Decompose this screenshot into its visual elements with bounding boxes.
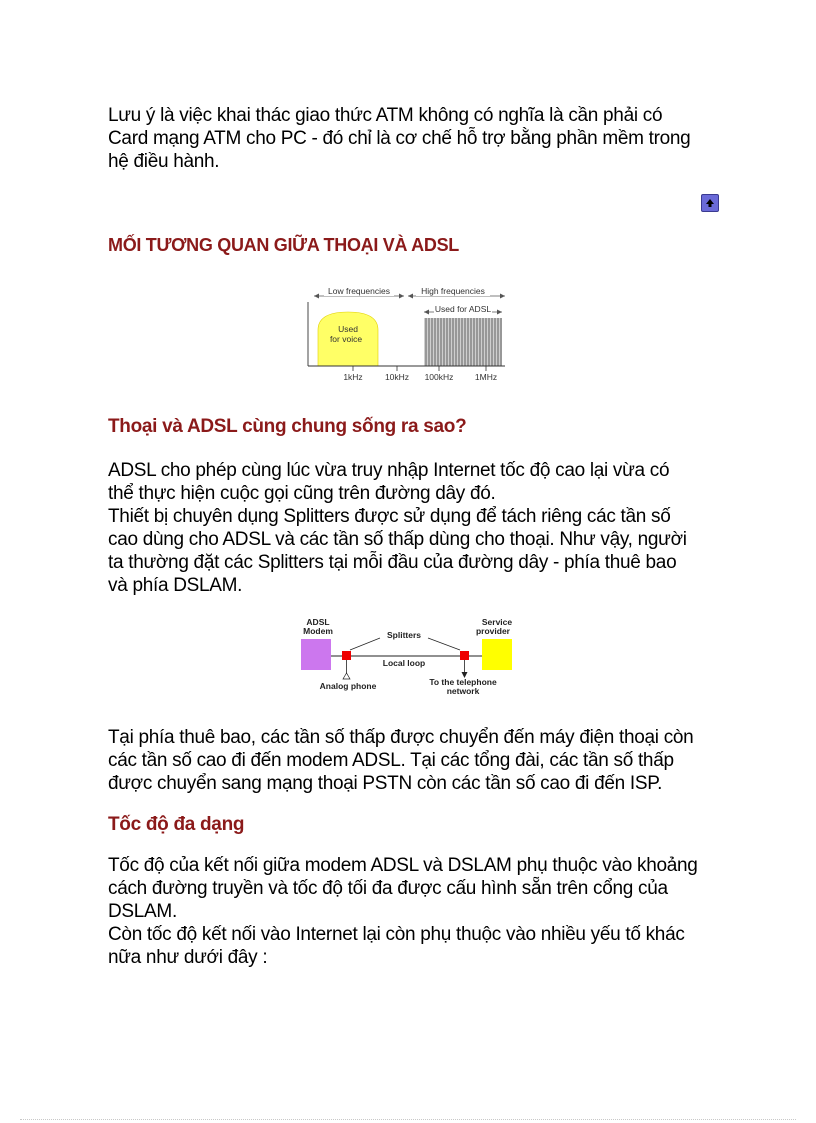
text-line: các tần số cao đi đến modem ADSL. Tại các tổng đài, các tần số thấp <box>108 750 674 771</box>
text-line: ta thường đặt các Splitters tại mỗi đầu của đường dây - phía thuê bao <box>108 552 677 573</box>
page-bottom-divider <box>20 1119 796 1120</box>
high-frequencies-label: High frequencies <box>421 286 485 296</box>
back-to-top-button[interactable] <box>701 194 719 212</box>
service-provider-box <box>482 639 512 670</box>
modem-label-line-1: ADSL <box>306 617 330 627</box>
tick-label: 100kHz <box>424 372 454 382</box>
local-loop-label: Local loop <box>382 658 426 668</box>
voice-label-line-2: for voice <box>329 334 363 344</box>
adsl-band-label: Used for ADSL <box>434 304 492 314</box>
provider-label-line-1: Service <box>481 617 513 627</box>
tick-label: 1MHz <box>474 372 498 382</box>
section-heading-coexist: Thoại và ADSL cùng chung sống ra sao? <box>108 416 467 437</box>
voice-label-line-1: Used <box>338 324 358 334</box>
text-line: nữa như dưới đây : <box>108 947 268 968</box>
splitter-left <box>342 651 351 660</box>
low-frequencies-label: Low frequencies <box>328 286 390 296</box>
splitters-label: Splitters <box>386 630 422 640</box>
section-heading-voice-adsl: MỐI TƯƠNG QUAN GIỮA THOẠI VÀ ADSL <box>108 235 459 255</box>
text-line: DSLAM. <box>108 901 177 922</box>
text-line: cách đường truyền và tốc độ tối đa được cấu hình sẵn trên cổng của <box>108 878 668 899</box>
network-label-line-1: To the telephone <box>429 677 497 687</box>
frequency-spectrum-figure <box>300 282 510 386</box>
text-line: Còn tốc độ kết nối vào Internet lại còn phụ thuộc vào nhiều yếu tố khác <box>108 924 685 945</box>
modem-label-line-2: Modem <box>303 626 333 636</box>
splitter-right <box>460 651 469 660</box>
text-line: hệ điều hành. <box>108 151 220 172</box>
text-line: Thiết bị chuyên dụng Splitters được sử dụng để tách riêng các tần số <box>108 506 671 527</box>
analog-phone-icon <box>343 673 350 679</box>
splitter-diagram <box>296 614 520 700</box>
adsl-modem-box <box>301 639 331 670</box>
text-line: ADSL cho phép cùng lúc vừa truy nhập Internet tốc độ cao lại vừa có <box>108 460 670 481</box>
text-line: Card mạng ATM cho PC - đó chỉ là cơ chế hỗ trợ bằng phần mềm trong <box>108 128 691 149</box>
subscriber-side-paragraph <box>108 726 728 795</box>
text-line: Lưu ý là việc khai thác giao thức ATM không có nghĩa là cần phải có <box>108 105 663 126</box>
network-label-line-2: network <box>446 686 480 696</box>
text-line: thể thực hiện cuộc gọi cũng trên đường dây đó. <box>108 483 496 504</box>
section-heading-speed: Tốc độ đa dạng <box>108 814 245 835</box>
arrow-up-icon <box>705 198 715 208</box>
text-line: Tại phía thuê bao, các tần số thấp được chuyển đến máy điện thoại còn <box>108 727 694 748</box>
coexist-paragraph <box>108 459 728 597</box>
text-line: và phía DSLAM. <box>108 575 243 596</box>
tick-label: 10kHz <box>384 372 410 382</box>
tick-label: 1kHz <box>343 372 363 382</box>
analog-phone-label: Analog phone <box>319 681 377 691</box>
intro-paragraph <box>108 104 728 173</box>
speed-paragraph <box>108 854 728 969</box>
text-line: Tốc độ của kết nối giữa modem ADSL và DSLAM phụ thuộc vào khoảng <box>108 855 698 876</box>
provider-label-line-2: provider <box>475 626 511 636</box>
text-line: cao dùng cho ADSL và các tần số thấp dùng cho thoại. Như vậy, người <box>108 529 687 550</box>
text-line: được chuyển sang mạng thoại PSTN còn các tần số cao đi đến ISP. <box>108 773 663 794</box>
